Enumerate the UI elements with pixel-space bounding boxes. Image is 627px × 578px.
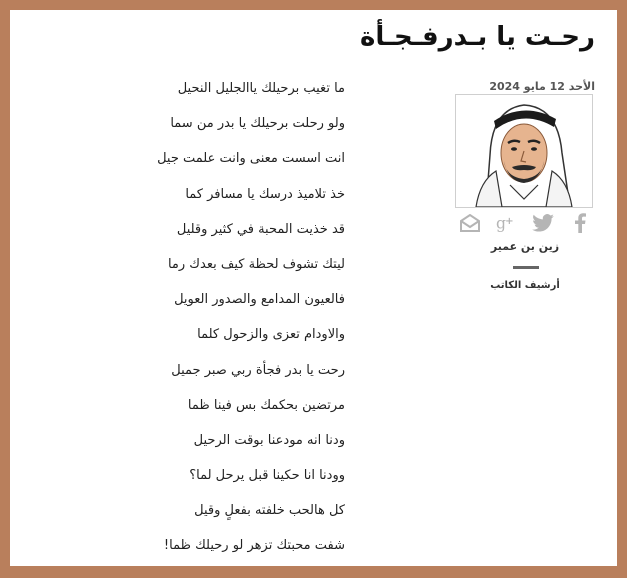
poem-line: ولو رحلت برحيلك يا بدر من سما — [170, 116, 345, 132]
divider — [513, 266, 539, 269]
poem-line: شفت محبتك تزهر لو رحيلك ظما! — [163, 538, 345, 554]
article-card — [10, 10, 617, 566]
article-title: رحـت يا بـدرفـجـأة — [359, 22, 595, 52]
poem-line: فالعيون المدامع والصدور العويل — [174, 292, 345, 308]
svg-text:g: g — [495, 214, 506, 232]
poem-line: مرتضين بحكمك بس فينا ظما — [187, 397, 345, 413]
poem-line: رحت يا بدر فجأة ربي صبر جميل — [171, 362, 345, 378]
author-photo[interactable] — [455, 94, 593, 208]
poem-line: وودنا انا حكينا قبل يرحل لما؟ — [189, 468, 345, 484]
email-icon[interactable] — [457, 214, 483, 232]
author-archive-link[interactable]: أرشيف الكاتب — [490, 280, 560, 291]
google-plus-icon[interactable] — [494, 214, 520, 232]
poem-line: ما تغيب برحيلك ياالجليل النحيل — [177, 81, 345, 96]
facebook-icon[interactable] — [567, 213, 593, 233]
poem-line: قد خذيت المحبة في كثير وقليل — [176, 221, 345, 237]
twitter-icon[interactable] — [530, 214, 556, 232]
svg-text:+: + — [504, 215, 514, 227]
poem-line: كل هالحب خلفته بفعلٍ وقيل — [194, 503, 345, 519]
poem-body — [45, 78, 345, 566]
article-date: الأحد 12 مايو 2024 — [489, 80, 595, 93]
poem-line: ليتك تشوف لحظة كيف بعدك رما — [167, 256, 345, 272]
poem-line: ودنا انه مودعنا بوقت الرحيل — [193, 432, 345, 448]
poem-line: خذ تلاميذ درسك يا مسافر كما — [185, 186, 345, 202]
poem-line: والاودام تعزى والزحول كلما — [197, 327, 345, 343]
social-share-bar — [457, 210, 593, 236]
author-name[interactable]: زين بن عمير — [490, 240, 560, 253]
poem-line: انت اسست معنى وانت علمت جيل — [157, 151, 345, 167]
author-portrait-icon — [456, 95, 592, 207]
